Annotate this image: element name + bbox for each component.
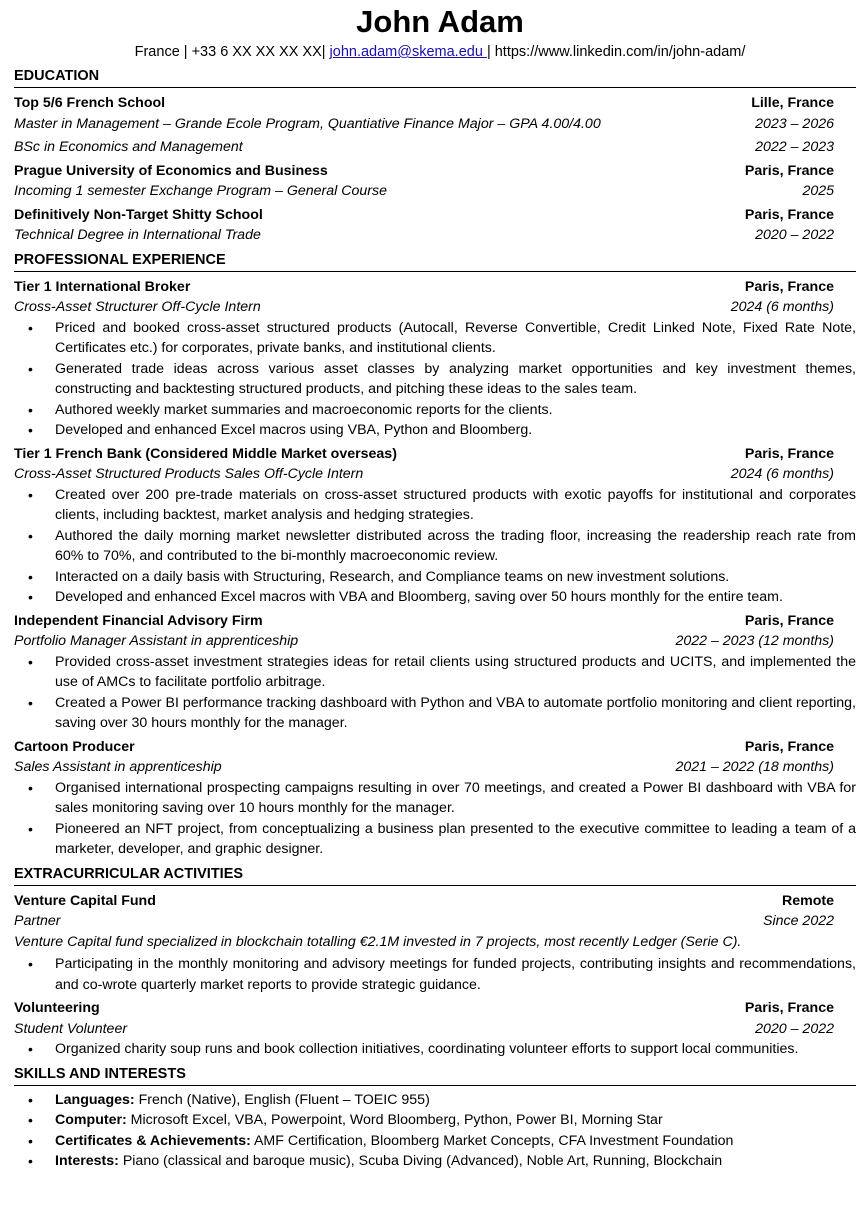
bullet-list [14, 778, 856, 860]
activity-entry [14, 891, 856, 996]
job-location: Paris, France [744, 612, 834, 629]
job-dates: 2021 – 2022 (18 months) [675, 759, 834, 775]
list-item [14, 400, 856, 421]
degree: BSc in Economics and Management [14, 139, 243, 155]
degree-dates: 2020 – 2022 [755, 227, 834, 243]
bullet-text: Authored weekly market summaries and macroeconomic reports for the clients. [55, 401, 553, 418]
bullet-icon: • [28, 568, 33, 585]
school-location: Paris, France [744, 206, 834, 223]
bullet-icon: • [28, 360, 33, 377]
company-name: Tier 1 French Bank (Considered Middle Market overseas) [14, 445, 397, 462]
experience-section-title: PROFESSIONAL EXPERIENCE [14, 250, 856, 272]
school-location: Lille, France [751, 95, 834, 111]
bullet-text: Pioneered an NFT project, from conceptualizing a business plan presented to the executive committee to leading a team of a marketer, developer, and graphic designer. [55, 820, 856, 857]
bullet-icon: • [28, 319, 33, 336]
skill-label: Languages: [55, 1091, 135, 1108]
school-name: Definitively Non-Target Shitty School [14, 206, 263, 223]
bullet-icon: • [28, 779, 33, 796]
skills-section-title: SKILLS AND INTERESTS [14, 1064, 856, 1086]
list-item [14, 1039, 856, 1060]
activity-dates: 2020 – 2022 [755, 1020, 834, 1037]
job-location: Paris, France [744, 278, 834, 295]
degree-dates: 2025 [802, 183, 834, 199]
list-item [14, 1090, 856, 1111]
job-entry [14, 444, 856, 608]
list-item [14, 587, 856, 608]
bullet-text: Created over 200 pre-trade materials on cross-asset structured products with exotic payoffs for institutional and corporates clients, including backtest, market analysis and hedging strategies. [55, 486, 856, 523]
activity-org: Venture Capital Fund [14, 892, 156, 909]
bullet-text: Authored the daily morning market newsletter distributed across the trading floor, increasing the readership reach rate from 60% to 70%, and contributed to the bi-monthly macroeconomic review. [55, 527, 856, 564]
bullet-icon: • [28, 527, 33, 544]
bullet-icon: • [28, 1112, 33, 1128]
job-role: Portfolio Manager Assistant in apprenticeship [14, 633, 299, 649]
company-name: Cartoon Producer [14, 738, 135, 755]
list-item [14, 567, 856, 588]
bullet-text: Generated trade ideas across various asset classes by analyzing market opportunities and key investment themes, constructing and backtesting structured products, and pitching these ideas to the sales team. [55, 360, 856, 397]
job-location: Paris, France [744, 445, 834, 462]
bullet-text: Organised international prospecting campaigns resulting in over 70 meetings, and created a Power BI dashboard with VBA for sales monitoring saving over 10 hours monthly for the manager. [55, 779, 856, 816]
school-name: Top 5/6 French School [14, 95, 166, 111]
list-item [14, 1110, 856, 1131]
job-entry [14, 611, 856, 734]
contact-prefix: France | +33 6 XX XX XX XX| [134, 44, 330, 60]
skill-label: Computer: [55, 1112, 127, 1128]
company-name: Tier 1 International Broker [14, 278, 191, 295]
list-item [14, 778, 856, 819]
bullet-list [14, 652, 856, 734]
job-dates: 2024 (6 months) [730, 299, 834, 315]
job-dates: 2024 (6 months) [730, 466, 834, 482]
list-item [14, 1151, 856, 1172]
email-link[interactable]: john.adam@skema.edu [329, 44, 487, 60]
list-item [14, 652, 856, 693]
list-item [14, 485, 856, 526]
skill-value: French (Native), English (Fluent – TOEIC 955) [134, 1091, 430, 1108]
bullet-icon: • [28, 422, 33, 438]
skill-label: Interests: [55, 1153, 119, 1169]
list-item [14, 359, 856, 400]
list-item [14, 819, 856, 860]
bullet-icon: • [28, 1132, 33, 1149]
bullet-icon: • [28, 401, 33, 418]
list-item [14, 693, 856, 734]
degree-dates: 2022 – 2023 [755, 139, 834, 155]
skills-list [14, 1090, 856, 1172]
job-role: Cross-Asset Structured Products Sales Off-Cycle Intern [14, 466, 364, 482]
list-item [14, 1131, 856, 1152]
bullet-list [14, 485, 856, 608]
bullet-text: Priced and booked cross-asset structured products (Autocall, Reverse Convertible, Credit Linked Note, Fixed Rate Note, Certificates etc.) for corporates, private banks, and institutional clients. [55, 319, 856, 356]
bullet-text: Provided cross-asset investment strategies ideas for retail clients using structured products and UCITS, and implemented the use of AMCs to facilitate portfolio arbitrage. [55, 653, 856, 690]
bullet-icon: • [28, 694, 33, 711]
bullet-icon: • [28, 1091, 33, 1108]
bullet-icon: • [28, 486, 33, 503]
skill-value: Microsoft Excel, VBA, Powerpoint, Word Bloomberg, Python, Power BI, Morning Star [126, 1112, 663, 1128]
education-entry [14, 205, 856, 246]
bullet-icon: • [28, 653, 33, 670]
degree: Technical Degree in International Trade [14, 227, 261, 243]
resume-page [14, 0, 856, 1172]
job-entry [14, 277, 856, 441]
bullet-icon: • [28, 1153, 33, 1169]
activity-role: Student Volunteer [14, 1020, 128, 1037]
skill-value: Piano (classical and baroque music), Scuba Diving (Advanced), Noble Art, Running, Blockchain [118, 1153, 723, 1169]
bullet-text: Developed and enhanced Excel macros with VBA and Bloomberg, saving over 50 hours monthly for the entire team. [55, 589, 783, 605]
job-entry [14, 737, 856, 860]
education-section-title: EDUCATION [14, 66, 856, 88]
school-name: Prague University of Economics and Business [14, 162, 328, 179]
list-item [14, 420, 856, 441]
list-item [14, 318, 856, 359]
bullet-text: Participating in the monthly monitoring and advisory meetings for funded projects, contributing insights and recommendations, and co-wrote quarterly market reports to provide strategic guidance. [55, 956, 856, 993]
education-entry [14, 161, 856, 202]
bullet-icon: • [28, 956, 33, 972]
extracurricular-section-title: EXTRACURRICULAR ACTIVITIES [14, 864, 856, 886]
activity-location: Paris, France [744, 1000, 834, 1016]
bullet-icon: • [28, 1041, 33, 1057]
degree: Incoming 1 semester Exchange Program – General Course [14, 183, 387, 199]
bullet-icon: • [28, 589, 33, 605]
bullet-list [14, 318, 856, 441]
job-role: Sales Assistant in apprenticeship [14, 759, 222, 775]
activity-location: Remote [781, 892, 834, 909]
bullet-list [14, 1039, 856, 1060]
skill-label: Certificates & Achievements: [55, 1132, 251, 1149]
activity-dates: Since 2022 [763, 913, 834, 929]
bullet-text: Created a Power BI performance tracking dashboard with Python and VBA to automate portfolio monitoring and client reporting, saving over 30 hours monthly for the manager. [55, 694, 856, 731]
company-name: Independent Financial Advisory Firm [14, 612, 263, 629]
bullet-icon: • [28, 820, 33, 837]
activity-role: Partner [14, 913, 61, 929]
bullet-text: Developed and enhanced Excel macros using VBA, Python and Bloomberg. [55, 422, 533, 438]
job-role: Cross-Asset Structurer Off-Cycle Intern [14, 299, 261, 315]
activity-description: Venture Capital fund specialized in blockchain totalling €2.1M invested in 7 projects, most recently Ledger (Serie C). [14, 933, 742, 950]
bullet-text: Organized charity soup runs and book collection initiatives, coordinating volunteer efforts to support local communities. [55, 1041, 799, 1057]
bullet-list [14, 954, 856, 995]
school-location: Paris, France [744, 162, 834, 179]
skill-value: AMF Certification, Bloomberg Market Concepts, CFA Investment Foundation [250, 1132, 734, 1149]
job-location: Paris, France [744, 738, 834, 755]
activity-org: Volunteering [14, 1000, 100, 1016]
degree-dates: 2023 – 2026 [755, 115, 834, 132]
list-item [14, 954, 856, 995]
list-item [14, 526, 856, 567]
degree: Master in Management – Grande Ecole Program, Quantiative Finance Major – GPA 4.00/4.00 [14, 115, 601, 132]
activity-entry [14, 998, 856, 1060]
bullet-text: Interacted on a daily basis with Structuring, Research, and Compliance teams on new investment solutions. [55, 568, 730, 585]
contact-line [14, 42, 856, 62]
candidate-name: John Adam [356, 4, 524, 39]
education-entry [14, 93, 856, 158]
job-dates: 2022 – 2023 (12 months) [675, 633, 834, 649]
contact-suffix: | https://www.linkedin.com/in/john-adam/ [486, 44, 746, 60]
